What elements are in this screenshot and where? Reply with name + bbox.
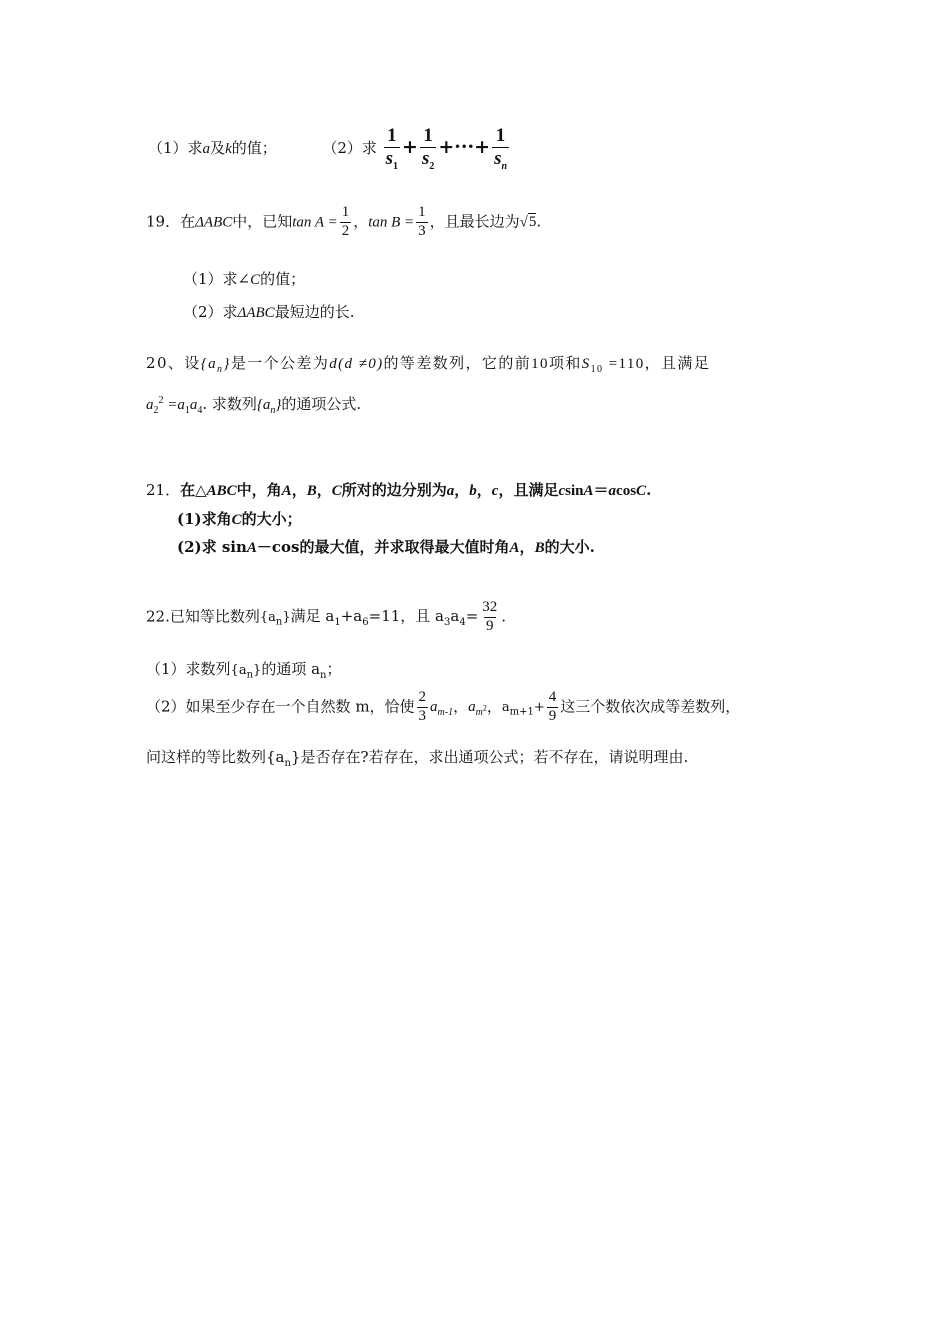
q20-text-1: 设 bbox=[184, 354, 201, 372]
q21-side-c: c bbox=[491, 483, 499, 499]
q21-part2-prefix: (2)求 sin bbox=[177, 538, 247, 556]
q18-part1-mid: 及 bbox=[210, 139, 226, 158]
q22-part-2: （2）如果至少存在一个自然数 m，恰使 $\frac{2}{3}$ $a_{m-1}$，$a_{m^2}$，$a_{m+1}+$ $\frac{4}{9}$ 这三个数依次成等差数列， bbox=[146, 689, 741, 724]
q21-part2-mid: －cos bbox=[256, 538, 300, 556]
q20-sum: $S_{10} =110$ bbox=[581, 356, 645, 375]
q18-line bbox=[148, 126, 511, 172]
q19-part-1 bbox=[183, 268, 305, 289]
q18-plus: + bbox=[402, 136, 418, 159]
q22-text-1: 已知等比数列 bbox=[169, 607, 260, 626]
q18-frac-1: $\frac{1}{s_1}$ bbox=[385, 125, 399, 172]
q19-part1-prefix: （1）求 bbox=[183, 270, 238, 288]
q19-root-sign: √ bbox=[519, 214, 528, 231]
q19-root-value: 5 bbox=[528, 214, 537, 231]
q19-text-1: 在 bbox=[180, 212, 196, 231]
q22-part-1: （1）求数列$\{a_n\}$的通项 $a_n$； bbox=[146, 660, 342, 681]
q22-part2-term-2: $a_{m^2}$ bbox=[468, 699, 487, 719]
q21-text-1: 在△ bbox=[180, 481, 207, 499]
q19-part2-suffix: 最短边的长. bbox=[274, 303, 355, 321]
q22-part2-term-1: $a_{m-1}$ bbox=[430, 699, 454, 719]
q21-part1-suffix: 的大小； bbox=[241, 510, 302, 528]
q22-frac: $\frac{32}{9}$ bbox=[482, 599, 498, 634]
q18-var-k: k bbox=[225, 141, 232, 158]
q20-number: 20、 bbox=[146, 354, 185, 372]
q19-text-3: ，且最长边为 bbox=[429, 212, 520, 231]
q22-part2-term-3: $a_{m+1}+$ bbox=[501, 700, 545, 718]
q20-text-3: 的等差数列，它的前 bbox=[383, 354, 532, 372]
q19-part2-triangle: ΔABC bbox=[237, 305, 275, 321]
q19-tanA: tan A = bbox=[292, 214, 338, 231]
q19-part1-suffix: 的值； bbox=[260, 270, 306, 288]
q20-text-4: 项和 bbox=[548, 354, 582, 372]
q20-line-2 bbox=[146, 393, 361, 416]
q21-text-2: 中，角 bbox=[236, 481, 282, 499]
q21-part2-suffix: 的最大值，并求取得最大值时角 bbox=[299, 538, 510, 556]
q22-line3-rest: }是否存在?若存在，求出通项公式；若不存在，请说明理由. bbox=[290, 748, 689, 766]
q21-part-2: (2)求 sinA－cos的最大值，并求取得最大值时角A，B的大小. bbox=[177, 538, 595, 556]
q20-text-2: 是一个公差为 bbox=[230, 354, 330, 372]
q21-text-3: 所对的边分别为 bbox=[341, 481, 447, 499]
q21-triangle: ABC bbox=[206, 483, 237, 499]
q20-d-expr: d(d ≠0) bbox=[329, 356, 384, 372]
q21-part2-b: B bbox=[534, 540, 545, 556]
q22-part1-seq: $\{a_n\}$ bbox=[230, 663, 262, 681]
q21-side-b: b bbox=[469, 483, 477, 499]
q20-ten: 10 bbox=[531, 356, 549, 372]
q19-frac-a: $\frac{1}{2}$ bbox=[341, 204, 350, 239]
q22-line-3: 问这样的等比数列$\{a_n\}$是否存在?若存在，求出通项公式；若不存在，请说明理由. bbox=[146, 748, 689, 769]
q21-angle-a: A bbox=[281, 483, 292, 499]
q22-part2-frac-1: $\frac{2}{3}$ bbox=[418, 689, 427, 724]
q18-part1-suffix: 的值； bbox=[231, 139, 277, 158]
q21-side-a: a bbox=[446, 483, 455, 499]
q19-triangle: ΔABC bbox=[195, 214, 233, 231]
q22-period: . bbox=[501, 607, 507, 626]
q22-part2-frac-2: $\frac{4}{9}$ bbox=[548, 689, 557, 724]
q18-var-a: a bbox=[202, 141, 211, 158]
q19-part2-prefix: （2）求 bbox=[183, 303, 238, 321]
q19-text-2: 中，已知 bbox=[232, 212, 293, 231]
q21-part1-c: C bbox=[231, 512, 242, 528]
q21-equation: csinA＝acosC. bbox=[558, 481, 652, 499]
q20-condition: $a_2^2 =a_1a_4$ bbox=[146, 395, 203, 416]
q19-angle-c: ∠C bbox=[237, 272, 261, 288]
q22-seq: $\{a_n\}$ bbox=[259, 610, 291, 628]
q22-part2-suffix: 这三个数依次成等差数列， bbox=[560, 697, 741, 716]
q18-part2-prefix: （2）求 bbox=[322, 139, 377, 158]
q20-seq: $\{a_n\}$ bbox=[200, 356, 231, 375]
q18-frac-n: $\frac{1}{s_n}$ bbox=[494, 125, 508, 172]
q18-part1-prefix: （1）求 bbox=[148, 139, 203, 158]
q22-part2-prefix: （2）如果至少存在一个自然数 m，恰使 bbox=[146, 697, 415, 716]
q19-line bbox=[146, 205, 541, 240]
q20-seq-2: $\{a_n\}$ bbox=[256, 397, 282, 416]
q21-part2-a2: A bbox=[509, 540, 520, 556]
q21-part-1 bbox=[177, 508, 302, 529]
q20-text-6: . 求数列 bbox=[202, 395, 257, 413]
q22-line bbox=[146, 600, 506, 635]
q21-part1-prefix: (1)求角 bbox=[177, 510, 232, 528]
q20-text-5: ，且满足 bbox=[644, 354, 711, 372]
q21-angle-b: B bbox=[306, 483, 317, 499]
q21-number: 21． bbox=[146, 481, 181, 499]
q22-number: 22. bbox=[146, 607, 170, 626]
q21-line: 21．在△ABC中，角A，B，C所对的边分别为a，b，c，且满足csinA＝acosC. bbox=[146, 481, 652, 499]
q22-part1-prefix: （1）求数列 bbox=[146, 660, 231, 678]
q19-tanB: tan B = bbox=[368, 214, 415, 231]
q22-part1-mid: 的通项 a bbox=[261, 660, 321, 678]
q18-frac-2: $\frac{1}{s_2}$ bbox=[421, 125, 435, 172]
q21-part2-end: 的大小. bbox=[544, 538, 595, 556]
q19-comma: ， bbox=[353, 212, 369, 231]
q19-number: 19． bbox=[146, 212, 181, 231]
q20-line-1 bbox=[146, 352, 710, 375]
q18-ellipsis: +···+ bbox=[438, 136, 491, 159]
q21-text-4: ，且满足 bbox=[498, 481, 559, 499]
q20-text-7: 的通项公式. bbox=[281, 395, 362, 413]
q22-condition: 满足 $a_1+a_6=11$，且 $a_3a_4=$ bbox=[290, 607, 479, 629]
q21-angle-c: C bbox=[331, 483, 342, 499]
q21-part2-a: A bbox=[246, 540, 257, 556]
q19-period: . bbox=[536, 212, 542, 231]
q19-frac-b: $\frac{1}{3}$ bbox=[418, 204, 426, 239]
q22-line3-prefix: 问这样的等比数列{a bbox=[146, 748, 285, 766]
q19-part-2 bbox=[183, 301, 354, 322]
